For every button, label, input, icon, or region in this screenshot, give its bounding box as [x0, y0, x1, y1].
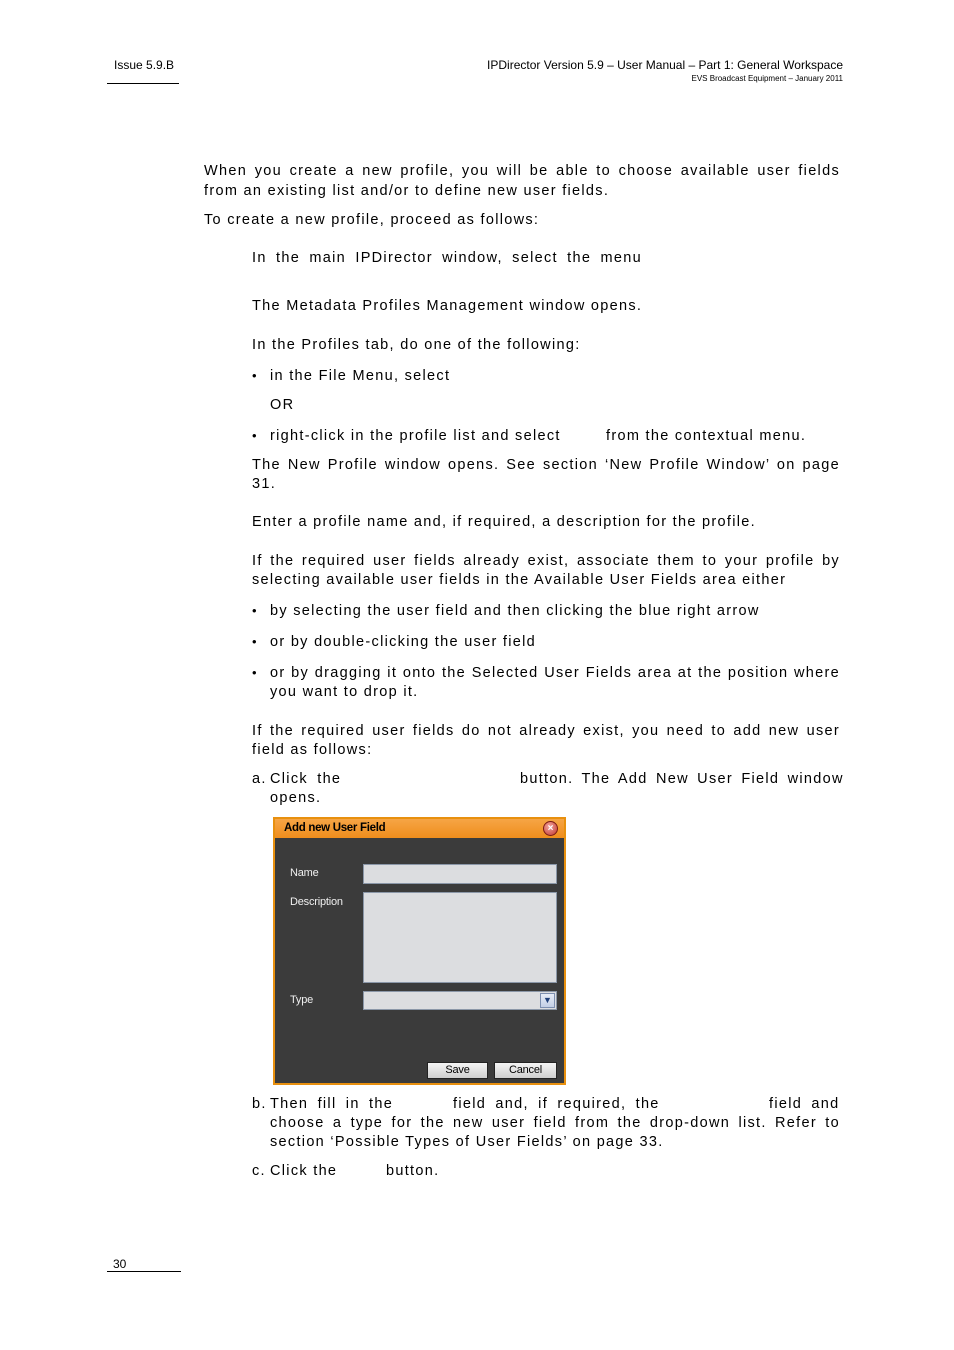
step1-text: In the main IPDirector window, select the menu	[252, 250, 643, 266]
step4-line-1: If the required user fields already exist, associate them to your profile by	[252, 553, 840, 569]
step5-b-part1: Then fill in the	[270, 1096, 394, 1112]
bullet-dot: •	[252, 428, 257, 443]
step5-c-part2: button.	[386, 1163, 440, 1179]
step4-line-2: selecting available user fields in the Available User Fields area either	[252, 572, 787, 588]
step5-b-line2: choose a type for the new user field from the drop-down list. Refer to	[270, 1115, 840, 1131]
intro-line-2: from an existing list and/or to define new user fields.	[204, 183, 610, 199]
bullet-dot: •	[252, 368, 257, 383]
name-label: Name	[290, 867, 319, 879]
step4-bullet3-2: you want to drop it.	[270, 684, 419, 700]
document-title: IPDirector Version 5.9 – User Manual – Part 1: General Workspace	[487, 58, 843, 72]
step2-text: In the Profiles tab, do one of the following:	[252, 337, 581, 353]
step1-result: The Metadata Profiles Management window opens.	[252, 298, 643, 314]
cancel-button[interactable]: Cancel	[494, 1062, 557, 1079]
bullet-dot: •	[252, 634, 257, 649]
description-label: Description	[290, 896, 343, 908]
name-input[interactable]	[363, 864, 557, 884]
step4-bullet2: or by double-clicking the user field	[270, 634, 537, 650]
step4-bullet1: by selecting the user field and then clicking the blue right arrow	[270, 603, 760, 619]
step5-line-2: field as follows:	[252, 742, 373, 758]
chevron-down-icon[interactable]: ▼	[540, 993, 555, 1008]
step5-a-line2: opens.	[270, 790, 322, 806]
step5-b-part2: field and, if required, the	[453, 1096, 660, 1112]
step2-or: OR	[270, 397, 295, 413]
step5-b-line3: section ‘Possible Types of User Fields’ on page 33.	[270, 1134, 664, 1150]
step5-line-1: If the required user fields do not already exist, you need to add new user	[252, 723, 840, 739]
step5-b-marker: b.	[252, 1096, 267, 1112]
document-subtitle: EVS Broadcast Equipment – January 2011	[691, 74, 843, 83]
page-number: 30	[113, 1257, 127, 1271]
step5-b-part3: field and	[769, 1096, 840, 1112]
step5-c-part1: Click the	[270, 1163, 338, 1179]
step2-result-2: 31.	[252, 476, 277, 492]
description-textarea[interactable]	[363, 892, 557, 983]
add-user-field-dialog	[273, 817, 566, 1085]
issue-label: Issue 5.9.B	[114, 58, 175, 72]
step5-c-marker: c.	[252, 1163, 266, 1179]
step2-bullet2a: right-click in the profile list and select	[270, 428, 561, 444]
dialog-title: Add new User Field	[275, 819, 564, 838]
type-select[interactable]	[363, 991, 557, 1010]
step3-text: Enter a profile name and, if required, a description for the profile.	[252, 514, 756, 530]
type-label: Type	[290, 994, 314, 1006]
intro-line-1: When you create a new profile, you will be able to choose available user fields	[204, 163, 840, 179]
bullet-dot: •	[252, 665, 257, 680]
step2-bullet1: in the File Menu, select	[270, 368, 451, 384]
bullet-dot: •	[252, 603, 257, 618]
step2-result-1: The New Profile window opens. See section ‘New Profile Window’ on page	[252, 457, 840, 473]
step2-bullet2b: from the contextual menu.	[606, 428, 807, 444]
step5-a-part2: button. The Add New User Field window	[520, 771, 844, 787]
step5-a-marker: a.	[252, 771, 267, 787]
header-rule	[107, 83, 179, 84]
step5-a-part1: Click the	[270, 771, 342, 787]
step4-bullet3-1: or by dragging it onto the Selected User Fields area at the position where	[270, 665, 840, 681]
footer-rule	[107, 1271, 181, 1272]
proceed-text: To create a new profile, proceed as follows:	[204, 212, 540, 228]
close-icon[interactable]: ×	[543, 821, 558, 836]
save-button[interactable]: Save	[427, 1062, 488, 1079]
